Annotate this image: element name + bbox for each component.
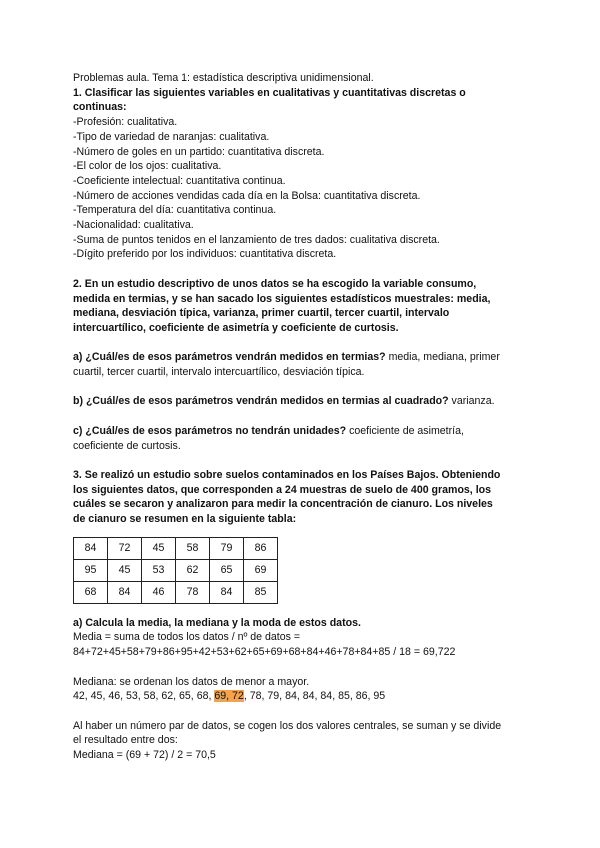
list-item: -Tipo de variedad de naranjas: cualitativa. xyxy=(73,130,270,143)
q2-line: mediana, desviación típica, varianza, primer cuartil, tercer cuartil, intervalo xyxy=(73,307,450,320)
table-cell: 62 xyxy=(176,559,210,581)
table-cell: 53 xyxy=(142,559,176,581)
even-count-explanation-cont: el resultado entre dos: xyxy=(73,734,178,747)
table-cell: 45 xyxy=(142,537,176,559)
sorted-data xyxy=(73,689,533,704)
q3-statement xyxy=(73,468,533,527)
highlighted-central-values: 69, 72 xyxy=(214,690,244,703)
q2b xyxy=(73,394,533,409)
table-cell: 72 xyxy=(108,537,142,559)
q2b-answer: varianza. xyxy=(448,395,495,408)
q2a-answer-cont: cuartil, tercer cuartil, intervalo intercuartílico, desviación típica. xyxy=(73,366,365,379)
q1-title-cont: continuas: xyxy=(73,101,127,114)
q2a xyxy=(73,350,533,365)
mediana-calculation: Mediana = (69 + 72) / 2 = 70,5 xyxy=(73,749,216,762)
q2a-question: a) ¿Cuál/es de esos parámetros vendrán medidos en termias? xyxy=(73,351,386,364)
table-cell: 84 xyxy=(108,581,142,603)
table-cell: 85 xyxy=(244,581,278,603)
q2b-question: b) ¿Cuál/es de esos parámetros vendrán medidos en termias al cuadrado? xyxy=(73,395,449,408)
media-definition: Media = suma de todos los datos / nº de datos = xyxy=(73,631,301,644)
q2c xyxy=(73,424,533,439)
sorted-data-end: , 78, 79, 84, 84, 84, 85, 86, 95 xyxy=(243,690,386,703)
table-row xyxy=(74,581,278,603)
table-cell: 86 xyxy=(244,537,278,559)
q2-line: 2. En un estudio descriptivo de unos datos se ha escogido la variable consumo, xyxy=(73,277,477,290)
q1-answer-list xyxy=(73,115,533,262)
list-item: -El color de los ojos: cualitativa. xyxy=(73,160,222,173)
cyanide-data-table xyxy=(73,537,278,604)
table-cell: 79 xyxy=(210,537,244,559)
q2-line: medida en termias, y se han sacado los siguientes estadísticos muestrales: media, xyxy=(73,292,491,305)
table-cell: 84 xyxy=(74,537,108,559)
q3a-title: a) Calcula la media, la mediana y la moda de estos datos. xyxy=(73,616,361,629)
list-item: -Suma de puntos tenidos en el lanzamiento de tres dados: cualitativa discreta. xyxy=(73,233,440,246)
table-cell: 46 xyxy=(142,581,176,603)
table-cell: 95 xyxy=(74,559,108,581)
document-header: Problemas aula. Tema 1: estadística descriptiva unidimensional. xyxy=(73,72,374,84)
list-item: -Coeficiente intelectual: cuantitativa continua. xyxy=(73,174,286,187)
list-item: -Temperatura del día: cuantitativa continua. xyxy=(73,204,277,217)
table-cell: 65 xyxy=(210,559,244,581)
even-count-explanation: Al haber un número par de datos, se cogen los dos valores centrales, se suman y se divide xyxy=(73,719,502,732)
document-page xyxy=(73,71,533,763)
list-item: -Número de goles en un partido: cuantitativa discreta. xyxy=(73,145,325,158)
list-item: -Número de acciones vendidas cada día en la Bolsa: cuantitativa discreta. xyxy=(73,189,421,202)
list-item: -Dígito preferido por los individuos: cuantitativa discreta. xyxy=(73,248,337,261)
table-cell: 78 xyxy=(176,581,210,603)
q1-title: 1. Clasificar las siguientes variables en cualitativas y cuantitativas discretas o xyxy=(73,86,466,99)
q3-line: los siguientes datos, que corresponden a 24 muestras de suelo de 400 gramos, los xyxy=(73,483,492,496)
q2-line: intercuartílico, coeficiente de asimetría y coeficiente de curtosis. xyxy=(73,321,399,334)
media-calculation: 84+72+45+58+79+86+95+42+53+62+65+69+68+84+46+78+84+85 / 18 = 69,722 xyxy=(73,646,456,659)
list-item: -Nacionalidad: cualitativa. xyxy=(73,219,194,232)
table-row xyxy=(74,537,278,559)
sorted-data-start: 42, 45, 46, 53, 58, 62, 65, 68, xyxy=(73,690,215,703)
table-cell: 58 xyxy=(176,537,210,559)
q2c-answer: coeficiente de asimetría, xyxy=(346,424,464,437)
q2a-answer: media, mediana, primer xyxy=(385,351,500,364)
q2c-question: c) ¿Cuál/es de esos parámetros no tendrán unidades? xyxy=(73,424,347,437)
table-cell: 84 xyxy=(210,581,244,603)
q2-statement xyxy=(73,277,533,336)
table-row xyxy=(74,559,278,581)
table-cell: 45 xyxy=(108,559,142,581)
q2c-answer-cont: coeficiente de curtosis. xyxy=(73,439,181,452)
table-cell: 68 xyxy=(74,581,108,603)
list-item: -Profesión: cualitativa. xyxy=(73,116,178,129)
table-cell: 69 xyxy=(244,559,278,581)
q3-line: cuáles se secaron y analizaron para medir la concentración de cianuro. Los niveles xyxy=(73,498,493,511)
mediana-intro: Mediana: se ordenan los datos de menor a mayor. xyxy=(73,675,310,688)
q3-line: 3. Se realizó un estudio sobre suelos contaminados en los Países Bajos. Obteniendo xyxy=(73,468,501,481)
q3-line: de cianuro se resumen en la siguiente tabla: xyxy=(73,513,297,526)
